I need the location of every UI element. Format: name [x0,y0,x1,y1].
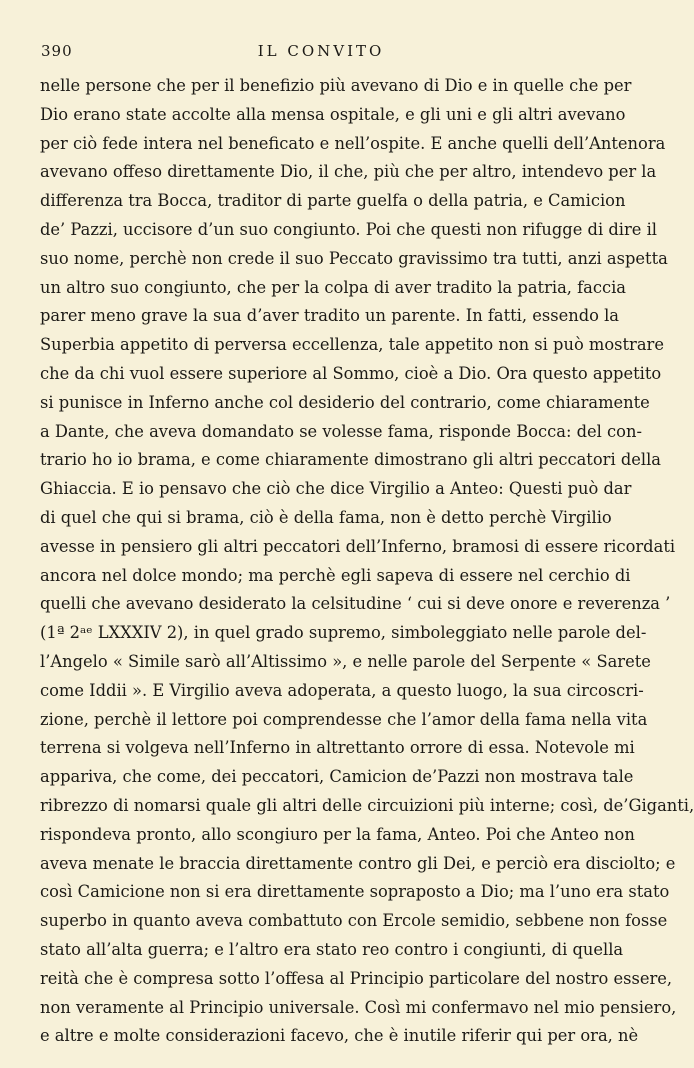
text-line: come Iddii ». E Virgilio aveva adoperata, a questo luogo, la sua circoscri- [40,680,644,700]
text-line: superbo in quanto aveva combattuto con Ercole semidio, sebbene non fosse [40,911,668,931]
running-title: IL CONVITO [257,42,385,60]
text-line: Dio erano state accolte alla mensa ospitale, e gli uni e gli altri avevano [40,104,626,124]
text-line: ancora nel dolce mondo; ma perchè egli sapeva di essere nel cerchio di [40,565,631,585]
text-line: Superbia appetito di perversa eccellenza, tale appetito non si può mostrare [40,335,664,355]
text-line: avesse in pensiero gli altri peccatori dell’Inferno, bramosi di essere ricordati [40,536,676,556]
text-line: avevano offeso direttamente Dio, il che, più che per altro, intendevo per la [40,162,657,182]
body-text [40,72,694,1051]
text-line: Ghiaccia. E io pensavo che ciò che dice Virgilio a Anteo: Questi può dar [40,479,632,499]
text-line: che da chi vuol essere superiore al Sommo, cioè a Dio. Ora questo appetito [40,363,662,383]
text-line: de’ Pazzi, uccisore d’un suo congiunto. Poi che questi non rifugge di dire il [40,219,657,239]
text-line: stato all’alta guerra; e l’altro era stato reo contro i congiunti, di quella [40,939,624,959]
text-line: quelli che avevano desiderato la celsitudine ‘ cui si deve onore e reverenza ’ [40,594,671,614]
running-head [40,40,602,66]
text-line: differenza tra Bocca, traditor di parte guelfa o della patria, e Camicion [40,191,626,211]
text-line: terrena si volgeva nell’Inferno in altrettanto orrore di essa. Notevole mi [40,738,635,758]
text-line: si punisce in Inferno anche col desiderio del contrario, come chiaramente [40,392,650,412]
text-line: reità che è compresa sotto l’offesa al Principio particolare del nostro essere, [40,968,673,988]
text-line: (1ª 2ᵃᵉ LXXXIV 2), in quel grado supremo, simboleggiato nelle parole del- [40,623,647,643]
text-line: aveva menate le braccia direttamente contro gli Dei, e perciò era disciolto; e [40,853,676,873]
text-line: ribrezzo di nomarsi quale gli altri delle circuizioni più interne; così, de’Giganti, [40,795,694,815]
text-line: non veramente al Principio universale. Così mi confermavo nel mio pensiero, [40,997,677,1017]
text-line: rispondeva pronto, allo scongiuro per la fama, Anteo. Poi che Anteo non [40,824,635,844]
text-line: a Dante, che aveva domandato se volesse fama, risponde Bocca: del con- [40,421,642,441]
text-line: così Camicione non si era direttamente sopraposto a Dio; ma l’uno era stato [40,882,670,902]
text-line: suo nome, perchè non crede il suo Peccato gravissimo tra tutti, anzi aspetta [40,248,668,268]
text-line: e altre e molte considerazioni facevo, che è inutile riferir qui per ora, nè [40,1026,639,1046]
text-line: zione, perchè il lettore poi comprendesse che l’amor della fama nella vita [40,709,648,729]
text-line: per ciò fede intera nel beneficato e nell’ospite. E anche quelli dell’Antenora [40,133,666,153]
page-number: 390 [41,42,73,60]
text-line: di quel che qui si brama, ciò è della fama, non è detto perchè Virgilio [40,507,612,527]
text-line: appariva, che come, dei peccatori, Camicion de’Pazzi non mostrava tale [40,767,634,787]
text-line: nelle persone che per il benefizio più avevano di Dio e in quelle che per [40,76,632,95]
text-line: trario ho io brama, e come chiaramente dimostrano gli altri peccatori della [40,450,662,470]
text-line: un altro suo congiunto, che per la colpa di aver tradito la patria, faccia [40,277,627,297]
text-line: l’Angelo « Simile sarò all’Altissimo », e nelle parole del Serpente « Sarete [40,651,651,671]
text-line: parer meno grave la sua d’aver tradito un parente. In fatti, essendo la [40,306,620,326]
